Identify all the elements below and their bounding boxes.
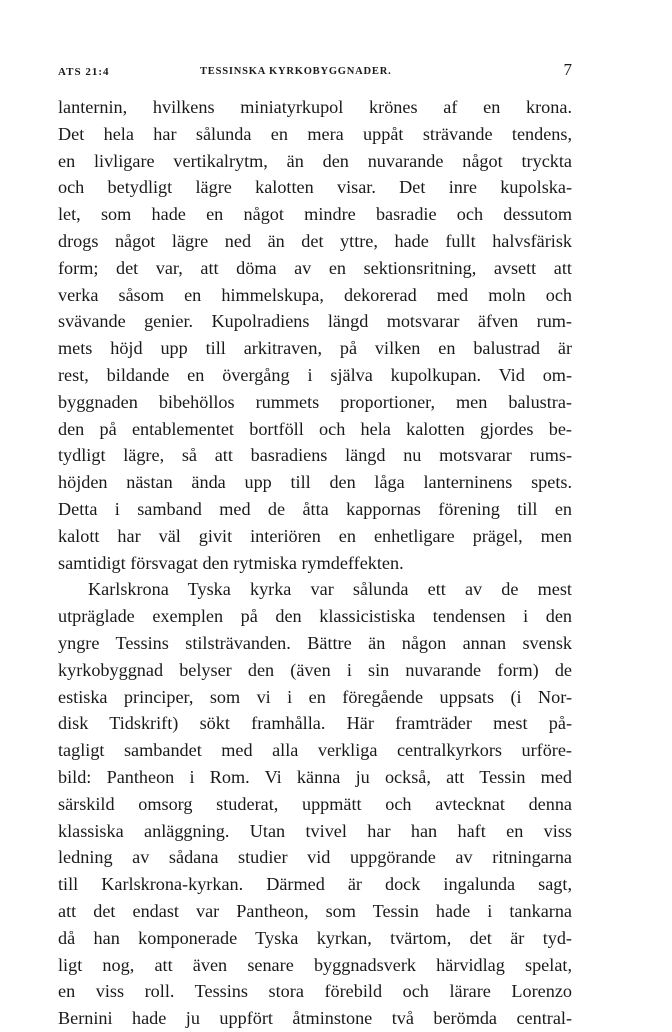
text-line: Detta i samband med de åtta kappornas förening till en [58, 498, 572, 519]
journal-reference: ATS 21:4 [58, 66, 110, 78]
text-line: kalott har väl givit interiören en enhetligare prägel, men [58, 525, 572, 546]
text-line: klassiska anläggning. Utan tvivel har han haft en viss [58, 820, 572, 841]
text-line: drogs något lägre ned än det yttre, hade fullt halvsfärisk [58, 230, 572, 251]
text-line: tagligt sambandet med alla verkliga centralkyrkors urföre- [58, 740, 572, 761]
text-line: estiska principer, som vi i en föregående uppsats (i Nor- [58, 686, 572, 707]
text-line: ledning av sådana studier vid uppgörande av ritningarna [58, 847, 572, 868]
text-line: verka såsom en himmelskupa, dekorerad med moln och [58, 284, 572, 305]
page-number: 7 [563, 60, 572, 79]
text-line: let, som hade en något mindre basradie och dessutom [58, 204, 572, 225]
text-line: svävande genier. Kupolradiens längd motsvarar äfven rum- [58, 311, 572, 332]
text-line: disk Tidskrift) sökt framhålla. Här framträder mest på- [58, 713, 572, 734]
text-line: tydligt lägre, så att basradiens längd nu motsvarar rums- [58, 445, 572, 466]
text-line: Det hela har sålunda en mera uppåt strävande tendens, [58, 123, 572, 144]
running-title: TESSINSKA KYRKOBYGGNADER. [200, 66, 392, 77]
text-line: höjden nästan ända upp till den låga lanterninens spets. [58, 472, 572, 493]
text-line: lanternin, hvilkens miniatyrkupol krönes af en krona. [58, 97, 572, 117]
text-line: rest, bildande en övergång i själva kupolkupan. Vid om- [58, 364, 572, 385]
text-line: yngre Tessins stilsträvanden. Bättre än någon annan svensk [58, 632, 572, 653]
text-line: en viss roll. Tessins stora förebild och lärare Lorenzo [58, 981, 572, 1002]
text-line: ligt nog, att även senare byggnadsverk härvidlag spelat, [58, 954, 572, 975]
text-line: en livligare vertikalrytm, än den nuvarande något tryckta [58, 150, 572, 171]
text-line: den på entablementet bortföll och hela kalotten gjordes be- [58, 418, 572, 439]
paragraph-end-line: samtidigt försvagat den rytmiska rymdeffekten. [58, 552, 404, 573]
text-line: kyrkobyggnad belyser den (även i sin nuvarande form) de [58, 659, 572, 680]
body-text [58, 94, 572, 1032]
text-line: utpräglade exemplen på den klassicistiska tendensen i den [58, 606, 572, 627]
text-line: då han komponerade Tyska kyrkan, tvärtom, det är tyd- [58, 927, 572, 948]
text-line: till Karlskrona-kyrkan. Därmed är dock ingalunda sagt, [58, 874, 572, 895]
text-line: att det endast var Pantheon, som Tessin hade i tankarna [58, 900, 572, 921]
text-line: särskild omsorg studerat, uppmätt och avtecknat denna [58, 793, 572, 814]
text-line: byggnaden bibehöllos rummets proportioner, men balustra- [58, 391, 572, 412]
text-line: mets höjd upp till arkitraven, på vilken en balustrad är [58, 338, 572, 359]
running-header [58, 60, 572, 84]
text-line: Bernini hade ju uppfört åtminstone två berömda central- [58, 1008, 572, 1029]
paragraph-start-line: Karlskrona Tyska kyrka var sålunda ett av de mest [88, 579, 572, 600]
text-line: och betydligt lägre kalotten visar. Det inre kupolska- [58, 177, 572, 198]
text-line: bild: Pantheon i Rom. Vi känna ju också, att Tessin med [58, 766, 572, 787]
text-line: form; det var, att döma av en sektionsritning, avsett att [58, 257, 572, 278]
